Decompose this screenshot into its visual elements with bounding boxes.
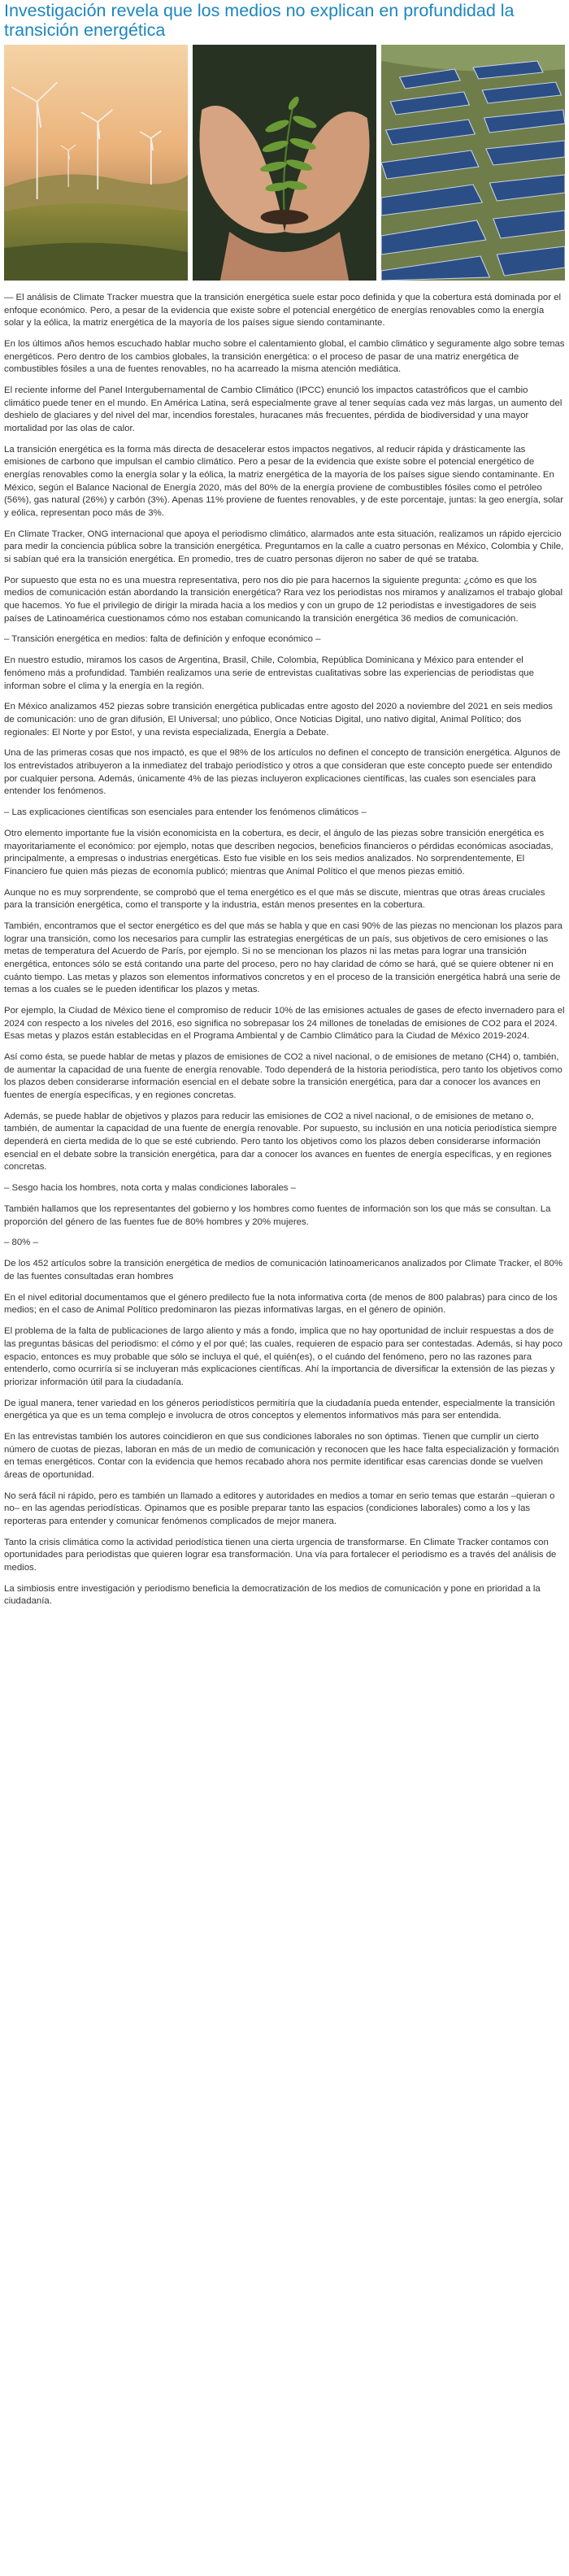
article-title: Investigación revela que los medios no explican en profundidad la transición energética — [4, 1, 515, 40]
paragraph: En las entrevistas también los autores coincidieron en que sus condiciones laborales no son óptimas. Tienen que cumplir un cierto número de cuotas de piezas, laboran en más de un medio de comunicación y reconocen que les hace falta especialización y formación en temas energéticos. Contar con la evidencia que hemos recabado ahora nos permite identificar esas carencias donde se vuelven áreas de oportunidad. — [4, 1432, 559, 1480]
paragraph: En los últimos años hemos escuchado hablar mucho sobre el calentamiento global, el cambio climático y seguramente algo sobre temas energéticos. Pero dentro de los cambios globales, la transición energética: o el proceso de pasar de una matriz energética de combustibles fósiles a una de fuentes renovables, no ha acarreado la misma atención mediática. — [4, 339, 565, 375]
paragraph: La transición energética es la forma más directa de desacelerar estos impactos negativos, al reducir rápida y drásticamente las emisiones de carbono que impulsan el cambio climático. Pero a pesar de la evidencia que existe sobre el potencial energético de energías renovables como la energía solar y la eólica, la matriz energética de la mayoría de los países sigue siendo contaminante. En México, según el Balance Nacional de Energía 2020, más del 80% de la energía proviene de combustibles fósiles como el petróleo (56%), gas natural (26%) y carbón (3%). Apenas 11% proviene de fuentes renovables, y de este porcentaje, juntas: la geo energía, solar y eólica, representan poco más de 3%. — [4, 444, 564, 518]
section-heading: – Sesgo hacia los hombres, nota corta y malas condiciones laborales – — [4, 1183, 297, 1194]
pull-quote-text: De los 452 artículos sobre la transición energética de medios de comunicación latinoamericanos analizados por Climate Tracker, el 80% de las fuentes consultadas eran hombres — [4, 1259, 562, 1281]
article-body — [4, 292, 565, 1608]
paragraph: No será fácil ni rápido, pero es también un llamado a editores y autoridades en medios a tomar en serio temas que estarán –quieran o no– en las agendas periodísticas. Opinamos que es posible preparar tanto las espacios (condiciones laborales) como a los y las reporteras para entender y comunicar fenómenos complicados de mejor manera. — [4, 1490, 555, 1526]
paragraph: También hallamos que los representantes del gobierno y los hombres como fuentes de información son los que más se consultan. La proporción del género de las fuentes fue de 80% hombres y 20% mujeres. — [4, 1203, 551, 1227]
wind-turbines-image — [4, 45, 188, 281]
paragraph: De igual manera, tener variedad en los géneros periodísticos permitiría que la ciudadanía pueda entender, especialmente la transición energética ya que es un tema complejo e involucra de otros conceptos y elementos informativos más para ser entendida. — [4, 1398, 555, 1421]
paragraph: Por ejemplo, la Ciudad de México tiene el compromiso de reducir 10% de las emisiones actuales de gases de efecto invernadero para el 2024 con respecto a los niveles del 2016, eso significa no sobrepasar los 24 millones de toneladas de emisiones de CO2 para el 2024. Esas metas y plazos están establecidas en el Programa Ambiental y de Cambio Climático para la Ciudad de México 2019-2024. — [4, 1006, 565, 1042]
paragraph: Una de las primeras cosas que nos impactó, es que el 98% de los artículos no definen el concepto de transición energética. Algunos de los entrevistados atribuyeron a la inmediatez del trabajo periodístico y otros a que consideran que este concepto puede ser entendido por cualquier persona. Además, únicamente 4% de las piezas incluyeron explicaciones científicas, las cuales son esenciales para entender los fenómenos. — [4, 748, 561, 797]
section-heading: – Transición energética en medios: falta de definición y enfoque económico – — [4, 634, 321, 645]
paragraph: Aunque no es muy sorprendente, se comprobó que el tema energético es el que más se discute, mientras que otras áreas cruciales para la transición energética, como el transporte y la industria, están menos presentes en la cobertura. — [4, 887, 545, 911]
paragraph: También, encontramos que el sector energético es del que más se habla y que en casi 90% de las piezas no mencionan los plazos para lograr una transición, como los necesarios para cumplir las estrategias energéticas de un país, sus objetivos de cero emisiones o las metas de temperatura del Acuerdo de París, por ejemplo. Si no se mencionan los plazos ni las metas para lograr una transición energética, entonces sólo se está contando una parte del proceso, pero no hay claridad de cómo se hará, qué se quiere obtener ni en cuánto tiempo. Las metas y plazos son elementos informativos concretos y en el proceso de la transición energética habrá una serie de temas a los cuales se le pueden identificar los plazos y metas. — [4, 921, 563, 995]
paragraph: Así como ésta, se puede hablar de metas y plazos de emisiones de CO2 a nivel nacional, o de emisiones de metano (CH4) o, también, de aumentar la capacidad de una fuente de energía renovable. Todo dependerá de la historia periodística, pero tanto los objetivos como los plazos deben considerarse información esencial en el debate sobre la transición energética, para dar a conocer los avances en fuentes de energía específicas, y en regiones concretas. — [4, 1052, 562, 1100]
paragraph: En nuestro estudio, miramos los casos de Argentina, Brasil, Chile, Colombia, República Dominicana y México para entender el fenómeno más a profundidad. También realizamos una serie de entrevistas cualitativas sobre las experiencias de periodistas que informan sobre el clima y la energía en la región. — [4, 655, 534, 691]
paragraph: Por supuesto que esta no es una muestra representativa, pero nos dio pie para hacernos la siguiente pregunta: ¿cómo es que los medios de comunicación están abordando la transición energética? Rara vez los periodistas nos miramos y analizamos el trabajo global que hacemos. Yo fue el privilegio de dirigir la mirada hacia a los medios y con un grupo de 12 periodistas e investigadores de seis países de Latinoamérica cuestionamos cómo nos estaban comunicando la transición energética 36 medios de comunicación. — [4, 575, 562, 624]
paragraph: En Climate Tracker, ONG internacional que apoya el periodismo climático, alarmados ante esta situación, realizamos un rápido ejercicio para medir la conciencia pública sobre la transición energética. Preguntamos en la calle a cuatro personas en México, Colombia y Chile, si sabían qué era la transición energética. En promedio, tres de cuatro personas dijeron no saber de qué se trataba. — [4, 529, 564, 564]
paragraph: Además, se puede hablar de objetivos y plazos para reducir las emisiones de CO2 a nivel nacional, o de emisiones de metano o, también, de aumentar la capacidad de una fuente de energía renovable. Por supuesto, su inclusión en una noticia periodística siempre dependerá en cierta medida de lo que se esté cubriendo. Pero tanto los objetivos como los plazos deben considerarse información esencial en el debate sobre la transición energética, para dar a conocer los avances en fuentes de energía específicas, y en regiones concretas. — [4, 1111, 558, 1173]
solar-panels-image — [381, 45, 565, 281]
paragraph: En el nivel editorial documentamos que el género predilecto fue la nota informativa corta (de menos de 800 palabras) para cinco de los medios; en el caso de Animal Político predominaron las piezas informativas largas, en el género de opinión. — [4, 1292, 558, 1316]
hands-holding-plant-image — [193, 45, 376, 281]
paragraph: Otro elemento importante fue la visión economicista en la cobertura, es decir, el ángulo de las piezas sobre transición energética es mayoritariamente el económico: por ejemplo, notas que describen negocios, beneficios financieros o pérdidas económicas asociadas, principalmente, a empresas o industrias energéticas. Esto fue visible en los seis medios analizados. No sorprendentemente, El Financiero fue quien más piezas de economía publicó; mientras que Animal Político el que menos piezas emitió. — [4, 829, 554, 877]
paragraph: — El análisis de Climate Tracker muestra que la transición energética suele estar poco definida y que la cobertura está dominada por el enfoque económico. Pero, a pesar de la evidencia que existe sobre el potencial energético de energías renovables como la energía solar y la eólica, la matriz energética de la mayoría de los países sigue siendo contaminante. — [4, 293, 562, 329]
paragraph: El reciente informe del Panel Intergubernamental de Cambio Climático (IPCC) enunció los impactos catastróficos que el cambio climático puede tener en el mundo. En América Latina, será especialmente grave al tener sequías cada vez más largas, un aumento del deshielo de glaciares y del nivel del mar, incendios forestales, huracanes más frecuentes, pérdida de biodiversidad y una mayor mortalidad por las olas de calor. — [4, 385, 562, 433]
section-heading: – Las explicaciones científicas son esenciales para entender los fenómenos climáticos – — [4, 807, 367, 818]
paragraph: La simbiosis entre investigación y periodismo beneficia la democratización de los medios de comunicación y pone en prioridad a la ciudadanía. — [4, 1583, 541, 1607]
paragraph: Tanto la crisis climática como la actividad periodística tienen una cierta urgencia de transformarse. En Climate Tracker contamos con oportunidades para periodistas que quieren lograr esa transformación. Una vía para fortalecer el periodismo es a través del análisis de medios. — [4, 1537, 557, 1573]
paragraph: En México analizamos 452 piezas sobre transición energética publicadas entre agosto del 2020 a noviembre del 2021 en seis medios de comunicación: uno de gran difusión, El Universal; uno público, Once Noticias Digital, uno nativo digital, Animal Político; dos regionales: El Norte y por Esto!, y una revista especializada, Energía a Debate. — [4, 702, 553, 738]
pull-quote-stat: – 80% – — [4, 1238, 38, 1248]
paragraph: El problema de la falta de publicaciones de largo aliento y más a fondo, implica que no hay oportunidad de incluir respuestas a dos de las preguntas básicas del periodismo: el cómo y el por qué; las cuales, requieren de espacio para ser contestadas. Además, si hay poco espacio, entonces es muy probable que sólo se incluya el qué, el quién(es), o el cuándo del fenómeno, pero no las razones para entenderlo, como ocurriría si se incluyeran más explicaciones científicas. Ahí la importancia de diversificar la extensión de las piezas y priorizar información útil para la ciudadanía. — [4, 1326, 562, 1387]
image-strip — [4, 45, 565, 281]
